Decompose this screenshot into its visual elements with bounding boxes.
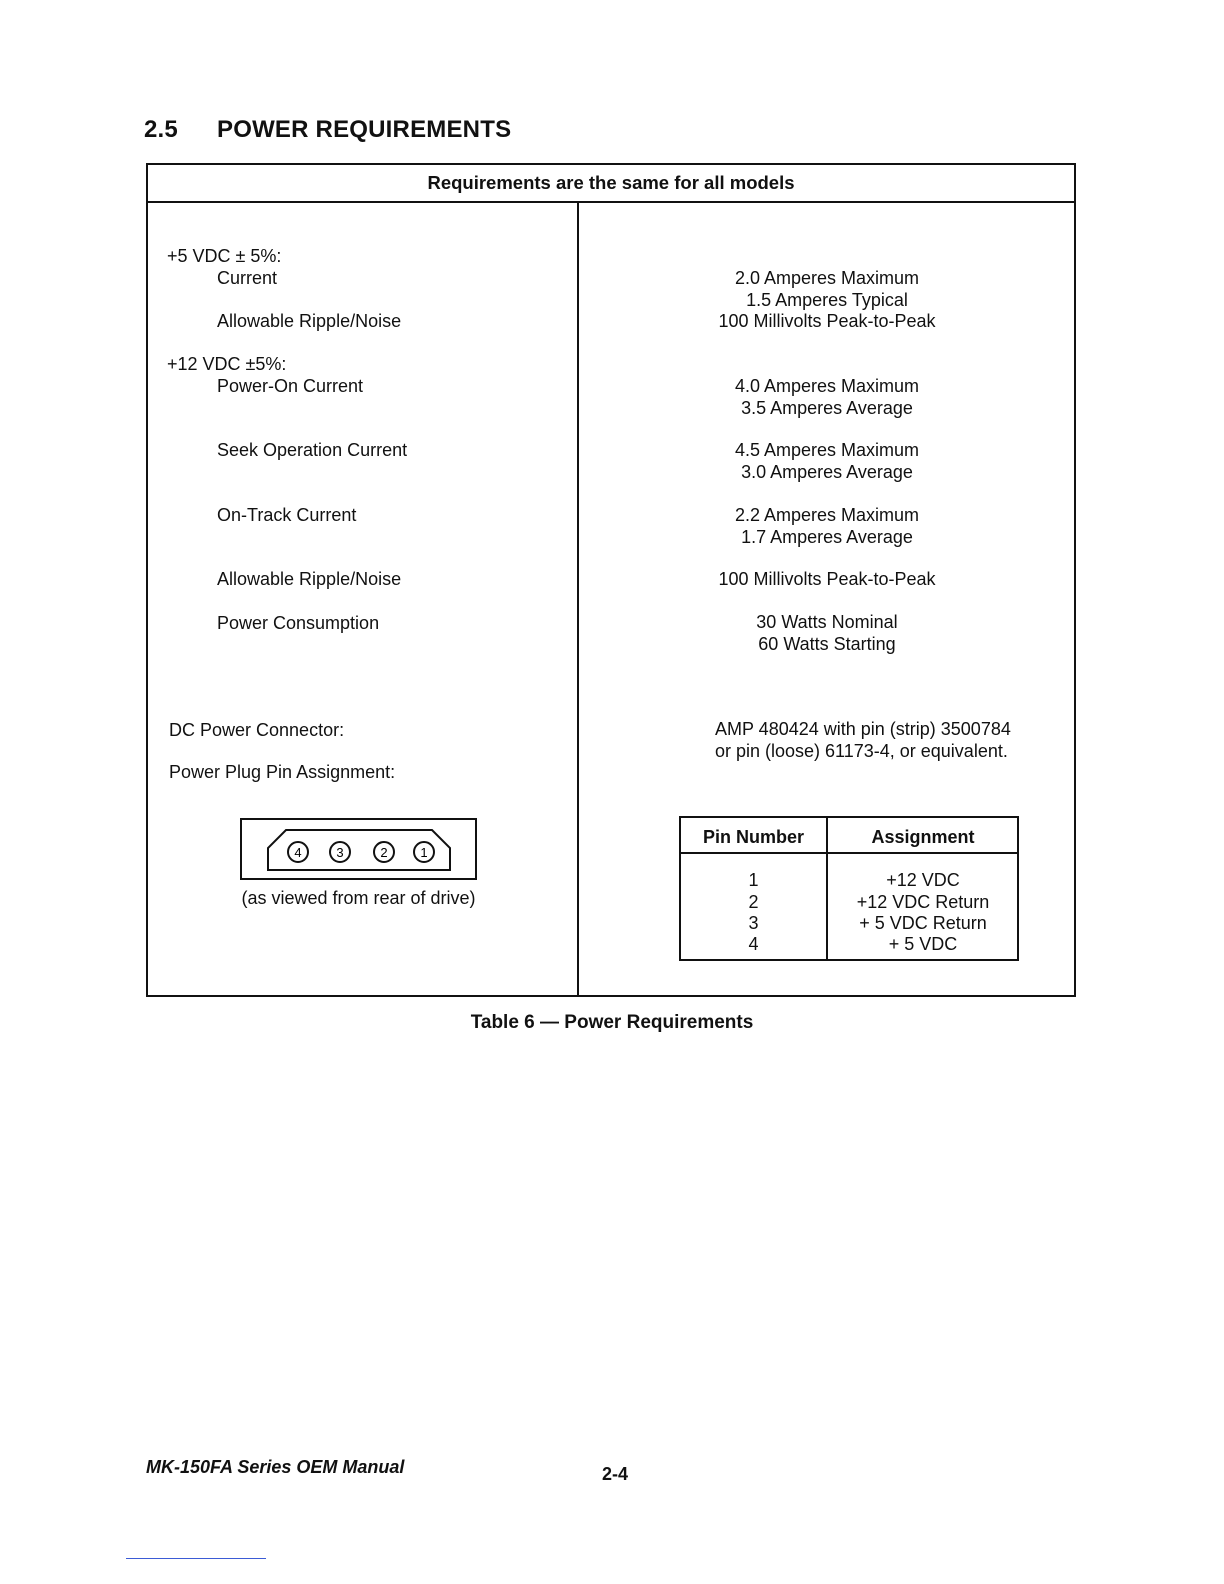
connector-spec-line2: or pin (loose) 61173-4, or equivalent. [715,741,1008,761]
v12-ripple-label: Allowable Ripple/Noise [217,569,402,589]
connector-view-caption: (as viewed from rear of drive) [241,888,476,908]
poweron-max: 4.0 Amperes Maximum [734,376,920,396]
table-row-assignment: +12 VDC [886,870,960,890]
v5-label: +5 VDC ± 5%: [167,246,282,266]
v12-ontrack-label: On-Track Current [217,505,357,525]
v5-ripple-value: 100 Millivolts Peak-to-Peak [718,311,936,331]
table-row-pin: 2 [748,892,759,912]
connector-pin [330,842,350,862]
v5-current-label: Current [217,268,278,288]
v12-seek-label: Seek Operation Current [217,440,408,460]
v5-current-typ: 1.5 Amperes Typical [746,290,908,310]
pin-number-header: Pin Number [702,827,804,847]
table-row-pin: 3 [748,913,759,933]
section-heading [144,116,511,144]
consumption-nominal: 30 Watts Nominal [756,612,898,632]
assignment-header: Assignment [871,827,975,847]
connector-pin-label: 2 [380,845,388,860]
v12-poweron-label: Power-On Current [217,376,364,396]
connector-pin-label: 1 [420,845,428,860]
table-row-pin: 4 [748,934,759,954]
seek-max: 4.5 Amperes Maximum [734,440,920,460]
power-connector-diagram [262,826,458,874]
connector-pin-label: 3 [336,845,344,860]
v5-ripple-label: Allowable Ripple/Noise [217,311,402,331]
v12-label: +12 VDC ±5%: [167,354,287,374]
section-number: 2.5 [144,116,178,143]
v5-current-max: 2.0 Amperes Maximum [734,268,920,288]
pin-table-header-rule [679,852,1019,854]
dc-connector-label: DC Power Connector: [169,720,345,740]
table-row-assignment: + 5 VDC [888,934,958,954]
table-row-pin: 1 [748,870,759,890]
footer-manual-title: MK-150FA Series OEM Manual [146,1457,405,1477]
poweron-avg: 3.5 Amperes Average [741,398,913,418]
ontrack-max: 2.2 Amperes Maximum [734,505,920,525]
connector-pin [288,842,308,862]
table-caption: Table 6 — Power Requirements [470,1012,754,1033]
connector-pin-label: 4 [294,845,302,860]
footer-page-number: 2-4 [602,1464,629,1484]
section-title: POWER REQUIREMENTS [217,116,512,143]
table-row-assignment: +12 VDC Return [856,892,990,912]
footer-rule [126,1558,266,1559]
v12-ripple-value: 100 Millivolts Peak-to-Peak [718,569,936,589]
table-header: Requirements are the same for all models [146,163,1076,203]
ontrack-avg: 1.7 Amperes Average [741,527,913,547]
connector-pin [374,842,394,862]
table-row-assignment: + 5 VDC Return [859,913,987,933]
consumption-starting: 60 Watts Starting [758,634,896,654]
seek-avg: 3.0 Amperes Average [741,462,913,482]
v12-consumption-label: Power Consumption [217,613,380,633]
connector-pin [414,842,434,862]
connector-spec-line1: AMP 480424 with pin (strip) 3500784 [715,719,1011,739]
plug-pin-label: Power Plug Pin Assignment: [169,762,396,782]
